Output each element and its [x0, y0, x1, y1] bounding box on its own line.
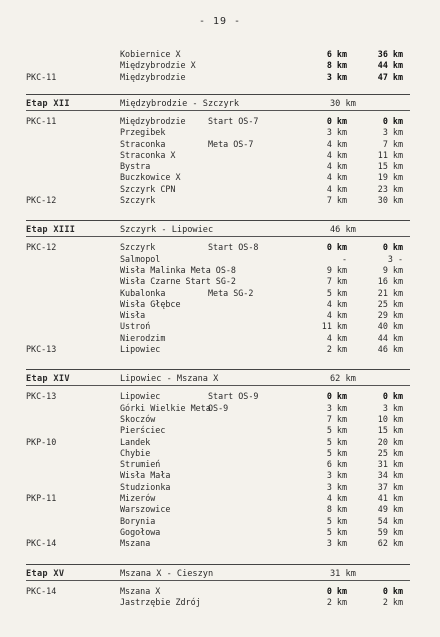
stage-header — [0, 567, 440, 585]
place-name: Międzybrodzie X — [120, 60, 196, 71]
segment-distance: 0 km — [326, 115, 347, 126]
cumulative-distance: 3 km — [382, 402, 403, 413]
checkpoint-code: PKC-11 — [26, 71, 57, 82]
stage-distance: 62 km — [330, 374, 356, 385]
segment-distance: 3 km — [326, 127, 347, 138]
stage-note: Start OS-7 — [208, 115, 259, 126]
stage-note: Start OS-8 — [208, 242, 259, 253]
place-name: Gogołowa — [120, 526, 161, 537]
cumulative-distance: 3 km — [382, 127, 403, 138]
cumulative-distance: 0 km — [382, 391, 403, 402]
stage-distance: 31 km — [330, 568, 356, 579]
stage-label: Etap XV — [26, 568, 65, 579]
table-row — [0, 72, 440, 83]
segment-distance: 7 km — [326, 276, 347, 287]
section-rule — [26, 564, 410, 565]
cumulative-distance: 40 km — [377, 321, 403, 332]
table-row — [0, 597, 440, 608]
cumulative-distance: 15 km — [377, 425, 403, 436]
table-row — [0, 139, 440, 150]
table-row — [0, 321, 440, 332]
segment-distance: 0 km — [326, 585, 347, 596]
page-number: - 19 - — [198, 16, 242, 27]
section-rule — [26, 94, 410, 95]
place-name: Mizerów — [120, 493, 156, 503]
stage-distance: 46 km — [330, 225, 356, 236]
cumulative-distance: 37 km — [377, 481, 403, 492]
cumulative-distance: 19 km — [377, 172, 403, 183]
cumulative-distance: 41 km — [377, 493, 403, 503]
place-name: Szczyrk — [120, 242, 156, 253]
table-row — [0, 299, 440, 310]
place-name: Ustroń — [120, 321, 151, 332]
segment-distance: 4 km — [326, 172, 347, 183]
segment-distance: 9 km — [326, 264, 347, 275]
place-name: Pierściec — [120, 425, 166, 436]
segment-distance: 4 km — [326, 161, 347, 172]
table-row — [0, 254, 440, 265]
table-row — [0, 288, 440, 299]
place-name: Międzybrodzie — [120, 115, 186, 126]
table-row — [0, 493, 440, 504]
segment-distance: 4 km — [326, 310, 347, 321]
cumulative-distance: 49 km — [377, 504, 403, 515]
segment-distance: 8 km — [326, 60, 347, 71]
cumulative-distance: 30 km — [377, 195, 403, 205]
checkpoint-code: PKP-10 — [26, 436, 57, 447]
checkpoint-code: PKC-11 — [26, 115, 57, 126]
segment-distance: 3 km — [326, 71, 347, 82]
table-row — [0, 344, 440, 355]
checkpoint-code: PKC-12 — [26, 195, 57, 205]
place-name: Wisła — [120, 310, 146, 321]
table-row — [0, 127, 440, 138]
cumulative-distance: 62 km — [377, 538, 403, 549]
segment-distance: 5 km — [326, 447, 347, 458]
place-name: Borynia — [120, 515, 156, 526]
table-row — [0, 459, 440, 470]
place-name: Wisła Mała — [120, 470, 171, 481]
table-row — [0, 437, 440, 448]
cumulative-distance: 3 - — [387, 253, 403, 264]
segment-distance: 4 km — [326, 149, 347, 160]
place-name: Straconka X — [120, 149, 176, 160]
stage-header — [0, 223, 440, 241]
place-name: Wisła Głębce — [120, 298, 181, 309]
section-rule — [26, 385, 410, 386]
segment-distance: 5 km — [326, 515, 347, 526]
place-name: Międzybrodzie — [120, 71, 186, 82]
table-row — [0, 391, 440, 402]
stage-route: Mszana X - Cieszyn — [120, 568, 214, 579]
section-rule — [26, 220, 410, 221]
cumulative-distance: 44 km — [377, 60, 403, 71]
place-name: Wisła Czarne Start SG-2 — [120, 276, 236, 287]
table-row — [0, 504, 440, 515]
table-row — [0, 116, 440, 127]
checkpoint-code: PKC-13 — [26, 344, 57, 354]
place-name: Górki Wielkie Meta — [120, 402, 211, 413]
stage-distance: 30 km — [330, 98, 356, 109]
segment-distance: 3 km — [326, 481, 347, 492]
segment-distance: - — [341, 253, 347, 264]
place-name: Lipowiec — [120, 344, 161, 354]
cumulative-distance: 20 km — [377, 436, 403, 447]
table-row — [0, 265, 440, 276]
table-row — [0, 403, 440, 414]
stage-note: Start OS-9 — [208, 391, 259, 402]
segment-distance: 4 km — [326, 298, 347, 309]
table-row — [0, 310, 440, 321]
place-name: Straconka — [120, 138, 166, 149]
stage-label: Etap XIV — [26, 374, 70, 385]
place-name: Landek — [120, 436, 151, 447]
table-row — [0, 276, 440, 287]
place-name: Wisła Malinka Meta OS-8 — [120, 264, 236, 275]
place-name: Skoczów — [120, 413, 156, 424]
place-name: Kobiernice X — [120, 49, 181, 59]
segment-distance: 5 km — [326, 526, 347, 537]
cumulative-distance: 23 km — [377, 183, 403, 194]
cumulative-distance: 25 km — [377, 298, 403, 309]
checkpoint-code: PKC-14 — [26, 585, 57, 596]
table-row — [0, 538, 440, 549]
table-row — [0, 184, 440, 195]
place-name: Jastrzębie Zdrój — [120, 596, 201, 607]
segment-distance: 3 km — [326, 402, 347, 413]
cumulative-distance: 31 km — [377, 459, 403, 470]
segment-distance: 0 km — [326, 391, 347, 402]
cumulative-distance: 10 km — [377, 413, 403, 424]
cumulative-distance: 47 km — [377, 71, 403, 82]
checkpoint-code: PKC-14 — [26, 538, 57, 549]
stage-route: Lipowiec - Mszana X — [120, 374, 219, 385]
table-row — [0, 172, 440, 183]
cumulative-distance: 7 km — [382, 138, 403, 149]
place-name: Mszana X — [120, 585, 161, 596]
stage-note: Meta SG-2 — [208, 287, 254, 298]
place-name: Szczyrk CPN — [120, 183, 176, 194]
cumulative-distance: 44 km — [377, 332, 403, 343]
cumulative-distance: 54 km — [377, 515, 403, 526]
segment-distance: 7 km — [326, 413, 347, 424]
table-row — [0, 527, 440, 538]
table-row — [0, 161, 440, 172]
section-rule — [26, 369, 410, 370]
table-row — [0, 150, 440, 161]
segment-distance: 5 km — [326, 436, 347, 447]
segment-distance: 4 km — [326, 183, 347, 194]
table-row — [0, 448, 440, 459]
segment-distance: 2 km — [326, 344, 347, 354]
table-row — [0, 470, 440, 481]
place-name: Lipowiec — [120, 391, 161, 402]
segment-distance: 8 km — [326, 504, 347, 515]
table-row — [0, 516, 440, 527]
place-name: Strumień — [120, 459, 161, 470]
table-row — [0, 482, 440, 493]
stage-label: Etap XII — [26, 98, 70, 109]
stage-header — [0, 97, 440, 115]
table-row — [0, 425, 440, 436]
cumulative-distance: 9 km — [382, 264, 403, 275]
place-name: Salmopol — [120, 253, 161, 264]
place-name: Buczkowice X — [120, 172, 181, 183]
segment-distance: 3 km — [326, 538, 347, 549]
cumulative-distance: 16 km — [377, 276, 403, 287]
table-row — [0, 414, 440, 425]
checkpoint-code: PKC-12 — [26, 242, 57, 253]
table-row — [0, 49, 440, 60]
cumulative-distance: 0 km — [382, 585, 403, 596]
place-name: Mszana — [120, 538, 151, 549]
segment-distance: 2 km — [326, 596, 347, 607]
segment-distance: 4 km — [326, 493, 347, 503]
segment-distance: 11 km — [321, 321, 347, 332]
cumulative-distance: 36 km — [377, 49, 403, 59]
place-name: Bystra — [120, 161, 151, 172]
cumulative-distance: 0 km — [382, 242, 403, 253]
table-row — [0, 60, 440, 71]
segment-distance: 7 km — [326, 195, 347, 205]
place-name: Warszowice — [120, 504, 171, 515]
place-name: Szczyrk — [120, 195, 156, 205]
segment-distance: 5 km — [326, 287, 347, 298]
cumulative-distance: 11 km — [377, 149, 403, 160]
place-name: Nierodzim — [120, 332, 166, 343]
stage-label: Etap XIII — [26, 225, 76, 236]
stage-route: Szczyrk - Lipowiec — [120, 225, 214, 236]
checkpoint-code: PKP-11 — [26, 493, 57, 503]
cumulative-distance: 2 km — [382, 596, 403, 607]
place-name: Chybie — [120, 447, 151, 458]
place-name: Kubalonka — [120, 287, 166, 298]
place-name: Przegibek — [120, 127, 166, 138]
cumulative-distance: 15 km — [377, 161, 403, 172]
stage-note: OS-9 — [208, 402, 229, 413]
section-rule — [26, 580, 410, 581]
checkpoint-code: PKC-13 — [26, 391, 57, 402]
segment-distance: 6 km — [326, 49, 347, 59]
segment-distance: 3 km — [326, 470, 347, 481]
cumulative-distance: 0 km — [382, 115, 403, 126]
cumulative-distance: 59 km — [377, 526, 403, 537]
table-row — [0, 333, 440, 344]
cumulative-distance: 29 km — [377, 310, 403, 321]
stage-route: Międzybrodzie - Szczyrk — [120, 98, 239, 109]
cumulative-distance: 21 km — [377, 287, 403, 298]
segment-distance: 4 km — [326, 138, 347, 149]
table-row — [0, 242, 440, 253]
segment-distance: 0 km — [326, 242, 347, 253]
stage-header — [0, 372, 440, 390]
place-name: Studzionka — [120, 481, 171, 492]
section-rule — [26, 110, 410, 111]
segment-distance: 4 km — [326, 332, 347, 343]
cumulative-distance: 46 km — [377, 344, 403, 354]
section-rule — [26, 236, 410, 237]
cumulative-distance: 25 km — [377, 447, 403, 458]
table-row — [0, 195, 440, 206]
stage-note: Meta OS-7 — [208, 138, 254, 149]
cumulative-distance: 34 km — [377, 470, 403, 481]
segment-distance: 5 km — [326, 425, 347, 436]
table-row — [0, 586, 440, 597]
segment-distance: 6 km — [326, 459, 347, 470]
